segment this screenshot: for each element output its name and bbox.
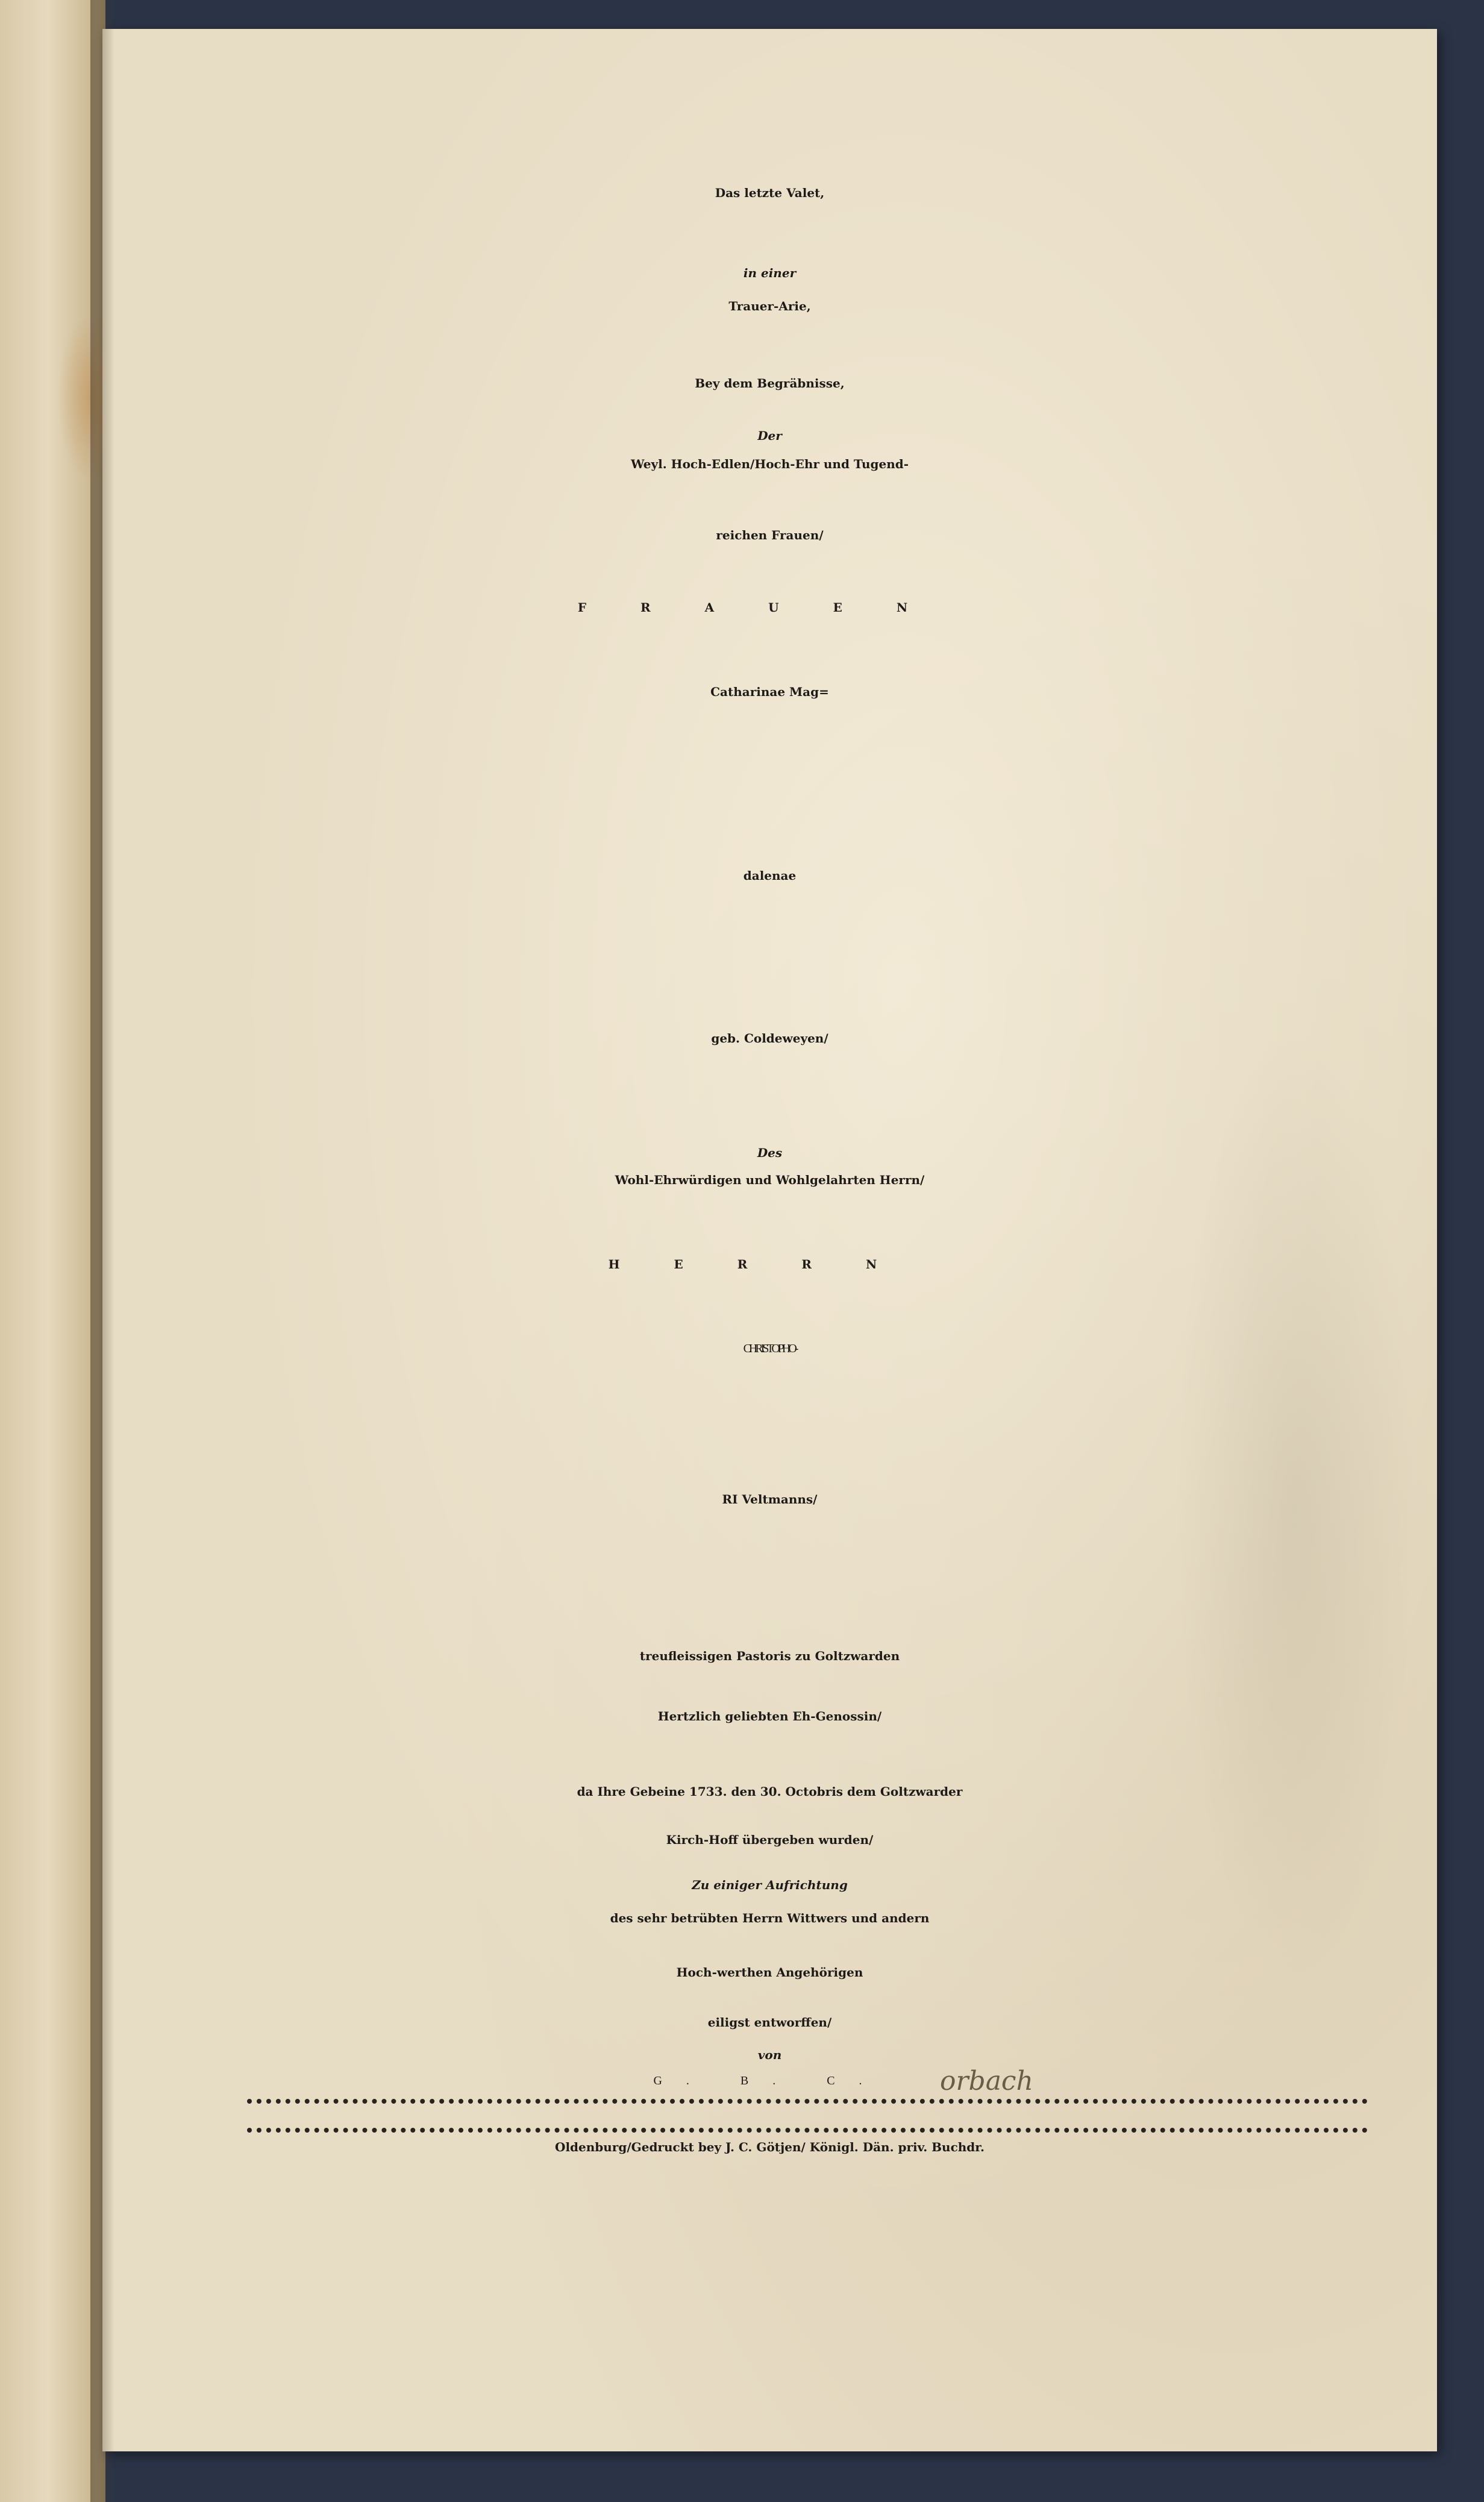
line-reichen-frauen: reichen Frauen/: [716, 528, 824, 542]
title-page-text: [102, 29, 1437, 2451]
line-wohl-ehrwuerdigen: Wohl-Ehrwürdigen und Wohlgelahrten Herrn/: [615, 1173, 925, 1187]
line-in-einer: in einer: [743, 266, 797, 280]
line-frauen-caps: FRAUEN: [577, 600, 962, 615]
line-der: Der: [757, 428, 782, 443]
line-kirch-hoff: Kirch-Hoff übergeben wurden/: [666, 1833, 874, 1847]
line-initials: G. B. C.: [653, 2074, 886, 2087]
line-imprint: Oldenburg/Gedruckt bey J. C. Götjen/ Königl. Dän. priv. Buchdr.: [555, 2140, 985, 2154]
title-page: [102, 29, 1437, 2451]
line-trauer-arie: Trauer-Arie,: [728, 299, 811, 313]
line-coldeweyen: geb. Coldeweyen/: [711, 1031, 828, 1046]
line-veltmanns: RI Veltmanns/: [722, 1492, 818, 1507]
line-pastoris: treufleissigen Pastoris zu Goltzwarden: [639, 1649, 900, 1663]
line-dalenae: dalenae: [743, 868, 797, 883]
line-wittwers: des sehr betrübten Herrn Wittwers und andern: [610, 1911, 930, 1925]
line-catharinae: Catharinae Mag=: [710, 685, 829, 699]
handwritten-annotation: orbach: [940, 2066, 1033, 2096]
line-gebeine: da Ihre Gebeine 1733. den 30. Octobris dem Goltzwarder: [577, 1784, 963, 1799]
line-des: Des: [757, 1146, 783, 1160]
line-eh-genossin: Hertzlich geliebten Eh-Genossin/: [657, 1709, 882, 1723]
line-title: Das letzte Valet,: [715, 186, 825, 200]
book-gutter-shadow: [90, 0, 114, 2502]
line-aufrichtung: Zu einiger Aufrichtung: [692, 1878, 848, 1892]
line-christopho: CHRISTOPHO-: [743, 1342, 797, 1355]
line-von: von: [757, 2048, 782, 2062]
line-begraebnisse: Bey dem Begräbnisse,: [695, 376, 845, 390]
line-entworffen: eiligst entworffen/: [707, 2015, 832, 2030]
line-angehoerigen: Hoch-werthen Angehörigen: [676, 1965, 863, 1980]
line-hoch-edlen: Weyl. Hoch-Edlen/Hoch-Ehr und Tugend-: [630, 457, 909, 471]
ornamental-rule: [247, 2099, 1368, 2133]
line-herrn-caps: HERRN: [608, 1257, 931, 1271]
